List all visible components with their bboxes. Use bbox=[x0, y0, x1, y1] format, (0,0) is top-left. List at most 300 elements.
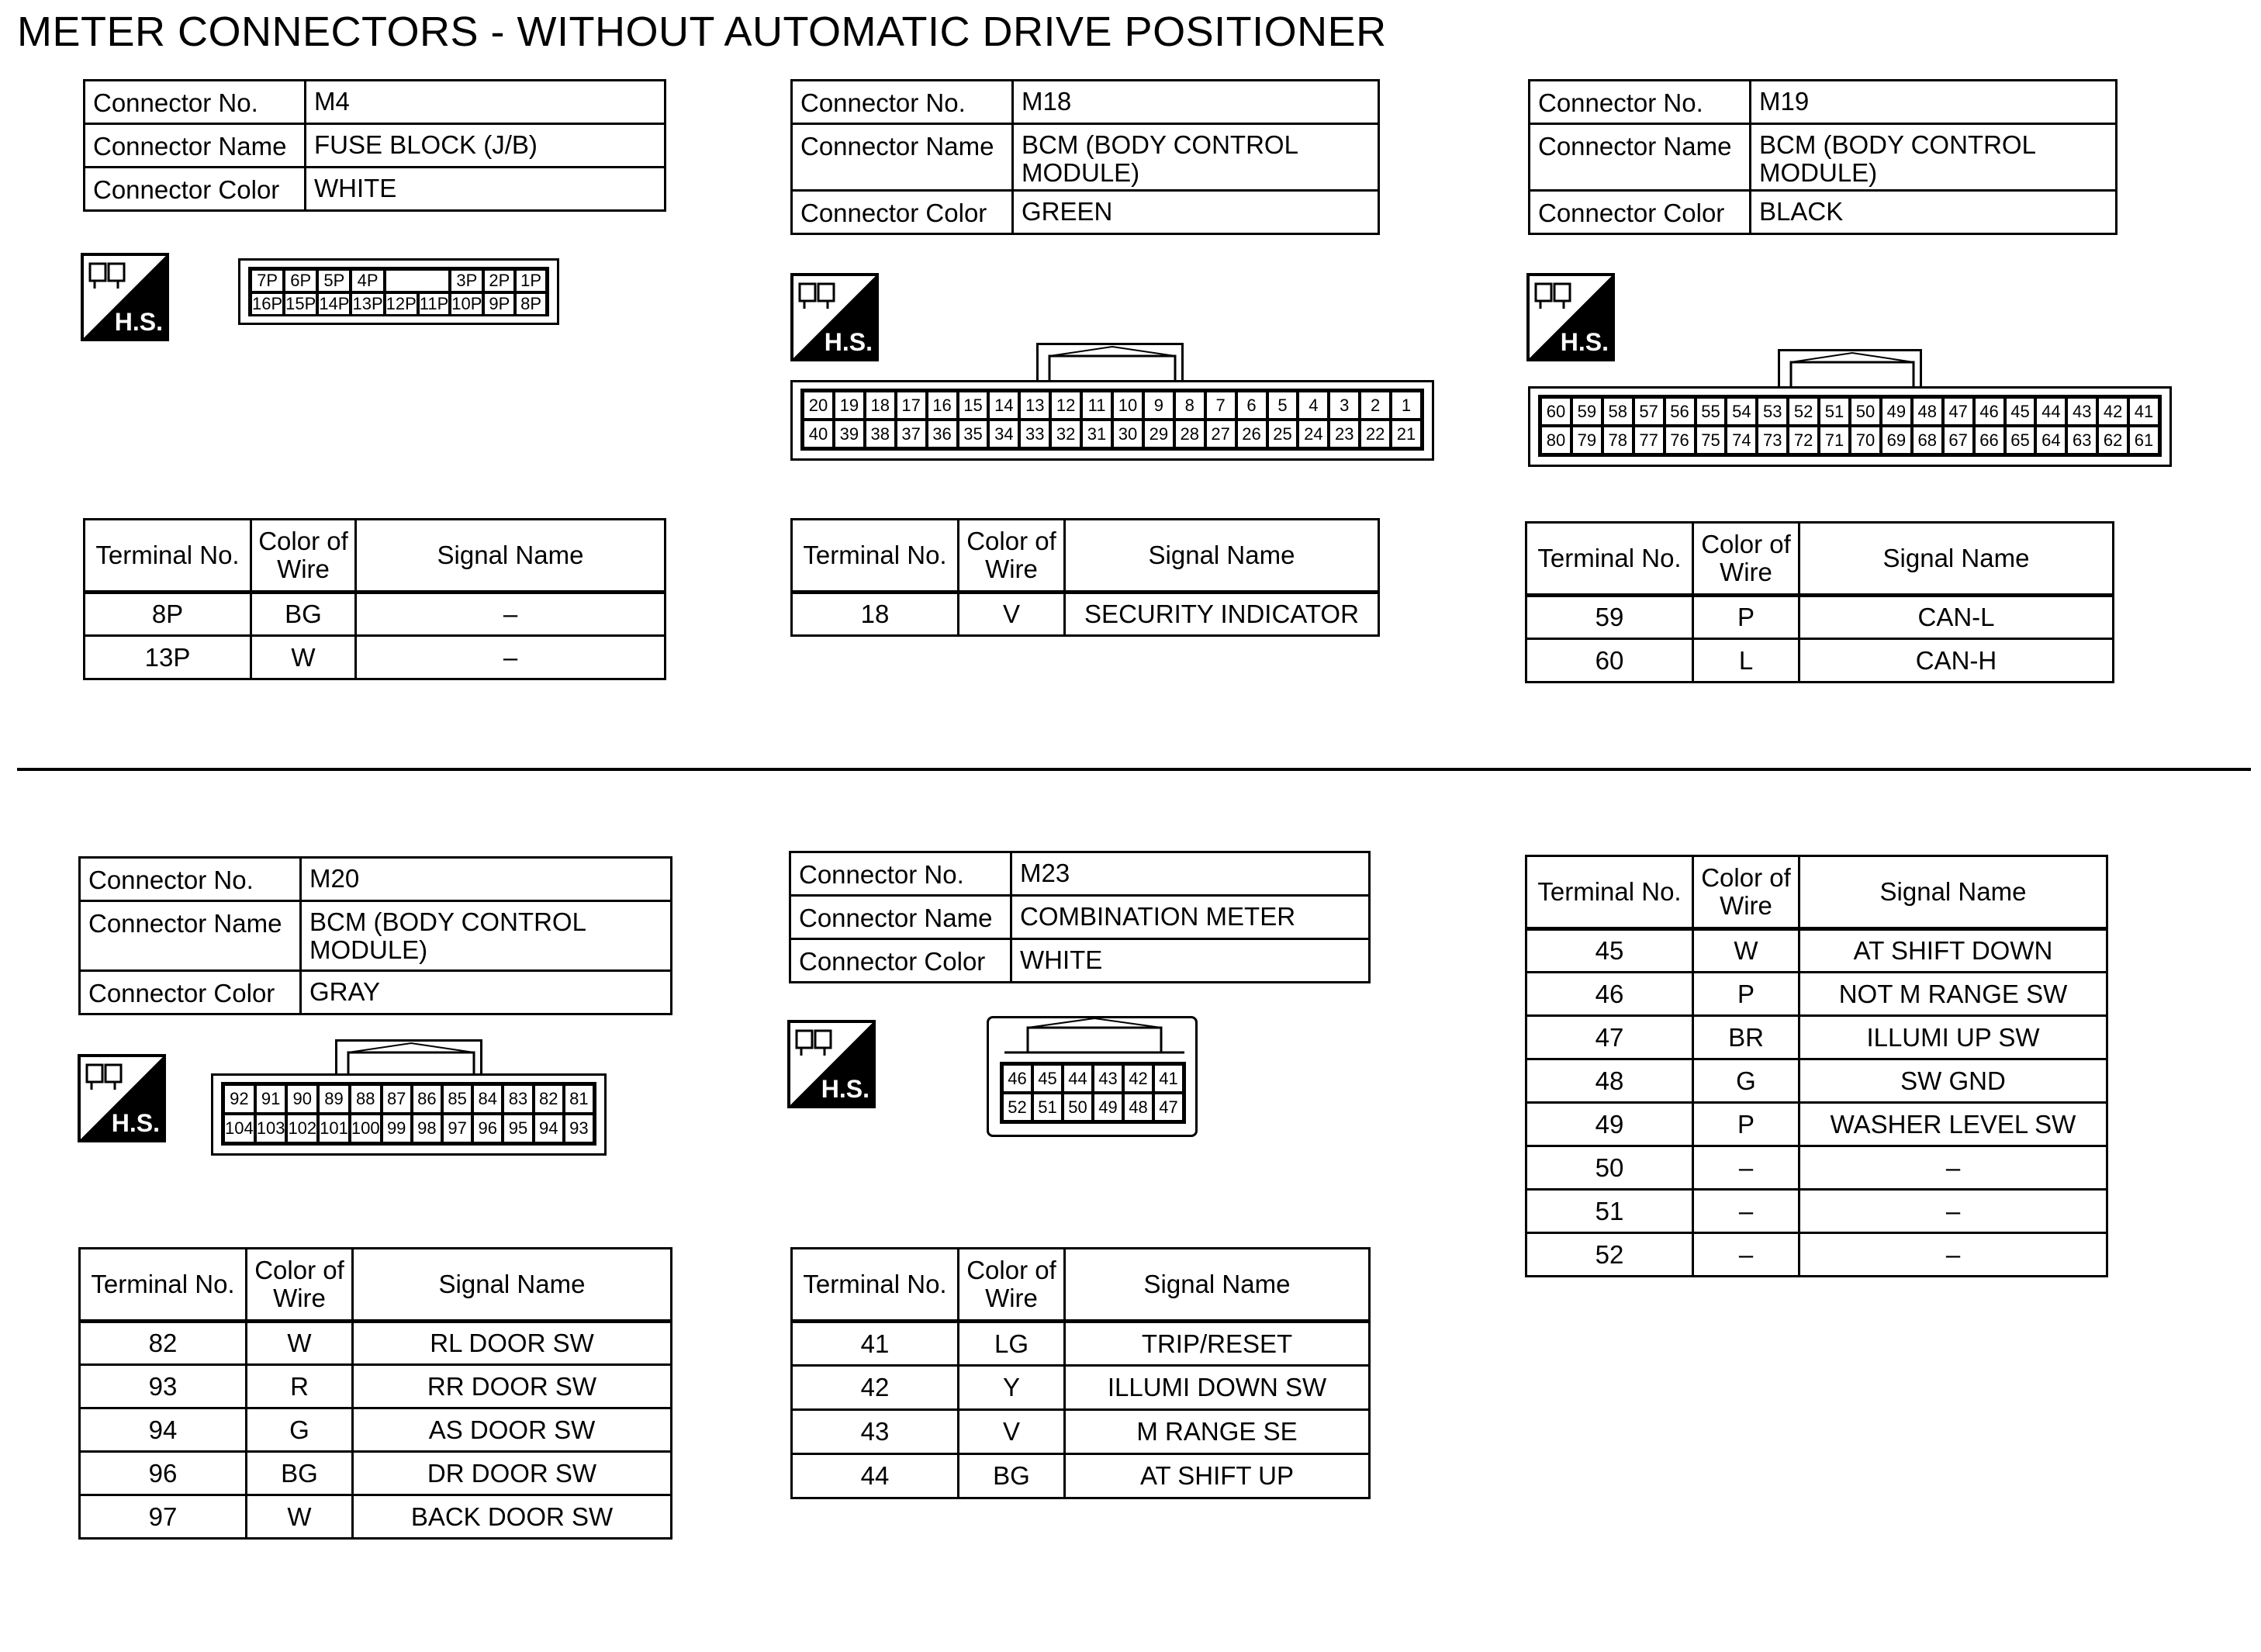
connector-pin: 22 bbox=[1360, 420, 1391, 448]
terminal-cell: 45 bbox=[1526, 929, 1693, 973]
connector-pin: 17 bbox=[896, 391, 927, 420]
connector-pin: 41 bbox=[1153, 1064, 1184, 1093]
connector-no-value: M4 bbox=[306, 81, 666, 124]
signal-name-cell: NOT M RANGE SW bbox=[1799, 973, 2107, 1016]
connector-info-m23 bbox=[789, 851, 1371, 983]
wire-color-cell: W bbox=[247, 1495, 353, 1539]
terminal-cell: 60 bbox=[1526, 639, 1693, 683]
connector-pin: 25 bbox=[1267, 420, 1298, 448]
signal-name-cell: CAN-L bbox=[1799, 596, 2114, 639]
pin-grid bbox=[800, 389, 1424, 451]
connector-pin: 51 bbox=[1032, 1093, 1063, 1121]
connector-pin: 45 bbox=[1032, 1064, 1063, 1093]
connector-pin: 5P bbox=[317, 269, 351, 292]
connector-pin: 100 bbox=[350, 1114, 382, 1143]
wire-color-cell: V bbox=[959, 1410, 1065, 1454]
connector-pin: 72 bbox=[1788, 426, 1819, 454]
terminal-cell: 59 bbox=[1526, 596, 1693, 639]
harness-side-icon bbox=[790, 273, 879, 361]
connector-pin: 65 bbox=[2005, 426, 2036, 454]
terminal-cell: 93 bbox=[80, 1365, 247, 1408]
harness-side-icon bbox=[1526, 273, 1615, 361]
connector-pin: 41 bbox=[2128, 397, 2159, 426]
connector-pin: 3P bbox=[450, 269, 483, 292]
connector-pin: 23 bbox=[1329, 420, 1360, 448]
pin-grid bbox=[248, 267, 549, 316]
connector-pin: 1P bbox=[515, 269, 547, 292]
signal-name-cell: SECURITY INDICATOR bbox=[1065, 593, 1379, 636]
connector-pin: 92 bbox=[223, 1084, 255, 1114]
connector-pin: 101 bbox=[318, 1114, 350, 1143]
connector-pin: 75 bbox=[1696, 426, 1727, 454]
signal-name-cell: – bbox=[1799, 1146, 2107, 1190]
wire-color-cell: – bbox=[1693, 1233, 1799, 1277]
connector-color-value: BLACK bbox=[1751, 191, 2117, 234]
connector-pin: 31 bbox=[1081, 420, 1112, 448]
connector-pin: 97 bbox=[442, 1114, 472, 1143]
connector-pin: 53 bbox=[1757, 397, 1788, 426]
connector-pin: 47 bbox=[1153, 1093, 1184, 1121]
connector-pin: 55 bbox=[1696, 397, 1727, 426]
terminal-cell: 97 bbox=[80, 1495, 247, 1539]
connector-pin: 94 bbox=[534, 1114, 564, 1143]
connector-pin: 59 bbox=[1571, 397, 1602, 426]
connector-pin: 12P bbox=[385, 292, 418, 316]
connector-pin: 36 bbox=[927, 420, 958, 448]
harness-side-icon bbox=[81, 253, 169, 341]
label: Connector Name bbox=[1530, 124, 1751, 191]
connector-pin: 46 bbox=[1002, 1064, 1032, 1093]
table-row bbox=[1526, 1146, 2107, 1190]
table-row bbox=[85, 593, 666, 636]
table-row bbox=[792, 593, 1379, 636]
terminal-cell: 52 bbox=[1526, 1233, 1693, 1277]
signal-name-cell: M RANGE SE bbox=[1065, 1410, 1370, 1454]
connector-pin: 50 bbox=[1063, 1093, 1093, 1121]
header-signal: Signal Name bbox=[1065, 520, 1379, 593]
connector-pin: 76 bbox=[1665, 426, 1696, 454]
wire-color-cell: BG bbox=[251, 593, 356, 636]
header-terminal: Terminal No. bbox=[792, 1249, 959, 1322]
table-row bbox=[1526, 639, 2114, 683]
connector-pin: 32 bbox=[1050, 420, 1081, 448]
table-row bbox=[1526, 973, 2107, 1016]
label: Connector No. bbox=[790, 852, 1011, 896]
connector-pin: 73 bbox=[1757, 426, 1788, 454]
connector-pin: 56 bbox=[1665, 397, 1696, 426]
signal-table-m23 bbox=[790, 1247, 1371, 1499]
wire-color-cell: P bbox=[1693, 1103, 1799, 1146]
label: Connector No. bbox=[80, 858, 301, 901]
connector-pin: 89 bbox=[318, 1084, 350, 1114]
terminal-cell: 43 bbox=[792, 1410, 959, 1454]
connector-pin: 54 bbox=[1726, 397, 1757, 426]
signal-table-m18 bbox=[790, 518, 1380, 637]
label: Connector Name bbox=[85, 124, 306, 168]
signal-name-cell: ILLUMI UP SW bbox=[1799, 1016, 2107, 1059]
connector-pin: 1 bbox=[1391, 391, 1422, 420]
connector-pin: 4P bbox=[351, 269, 384, 292]
connector-color-value: GRAY bbox=[301, 971, 672, 1014]
label: Connector Color bbox=[85, 168, 306, 211]
signal-name-cell: – bbox=[356, 636, 666, 679]
table-row bbox=[792, 1410, 1370, 1454]
label: Connector Name bbox=[792, 124, 1013, 191]
wire-color-cell: BR bbox=[1693, 1016, 1799, 1059]
wire-color-cell: BG bbox=[959, 1454, 1065, 1498]
connector-pin: 69 bbox=[1881, 426, 1912, 454]
table-row bbox=[80, 1452, 672, 1495]
connector-pin: 37 bbox=[896, 420, 927, 448]
connector-name-value: BCM (BODY CONTROL MODULE) bbox=[1013, 124, 1379, 191]
connector-pin: 45 bbox=[2005, 397, 2036, 426]
signal-table-m19 bbox=[1525, 521, 2114, 683]
header-terminal: Terminal No. bbox=[80, 1249, 247, 1322]
connector-pin: 62 bbox=[2097, 426, 2128, 454]
connector-pin: 19 bbox=[834, 391, 865, 420]
connector-pin: 80 bbox=[1540, 426, 1571, 454]
section-divider bbox=[17, 768, 2251, 771]
connector-pin: 39 bbox=[834, 420, 865, 448]
connector-pin: 78 bbox=[1602, 426, 1634, 454]
connector-pin: 8P bbox=[515, 292, 547, 316]
terminal-cell: 96 bbox=[80, 1452, 247, 1495]
connector-no-value: M23 bbox=[1011, 852, 1370, 896]
connector-pin: 21 bbox=[1391, 420, 1422, 448]
connector-pin: 61 bbox=[2128, 426, 2159, 454]
connector-pin: 44 bbox=[1063, 1064, 1093, 1093]
header-wire: Color of Wire bbox=[959, 520, 1065, 593]
connector-pin: 10 bbox=[1112, 391, 1143, 420]
connector-color-value: WHITE bbox=[1011, 939, 1370, 983]
table-row bbox=[792, 1454, 1370, 1498]
harness-side-icon bbox=[78, 1054, 166, 1142]
connector-latch bbox=[1036, 343, 1184, 382]
connector-pin: 6P bbox=[284, 269, 317, 292]
hs-label: H.S. bbox=[114, 308, 163, 336]
connector-info-m18 bbox=[790, 79, 1380, 235]
connector-latch bbox=[1778, 349, 1922, 388]
hs-label: H.S. bbox=[111, 1109, 160, 1137]
signal-name-cell: AT SHIFT DOWN bbox=[1799, 929, 2107, 973]
connector-pin: 18 bbox=[865, 391, 896, 420]
connector-pin: 71 bbox=[1819, 426, 1850, 454]
connector-pin: 3 bbox=[1329, 391, 1360, 420]
terminal-cell: 8P bbox=[85, 593, 251, 636]
connector-face-m20 bbox=[211, 1073, 607, 1156]
pin-grid bbox=[1000, 1062, 1186, 1124]
pin-grid bbox=[1538, 395, 2162, 457]
connector-pin: 14P bbox=[317, 292, 351, 316]
connector-pin: 2P bbox=[483, 269, 515, 292]
label: Connector Name bbox=[790, 896, 1011, 939]
header-terminal: Terminal No. bbox=[792, 520, 959, 593]
header-signal: Signal Name bbox=[353, 1249, 672, 1322]
label: Connector Color bbox=[790, 939, 1011, 983]
connector-pin: 42 bbox=[1123, 1064, 1153, 1093]
terminal-cell: 94 bbox=[80, 1408, 247, 1452]
wire-color-cell: LG bbox=[959, 1322, 1065, 1366]
table-row bbox=[1526, 1016, 2107, 1059]
signal-name-cell: SW GND bbox=[1799, 1059, 2107, 1103]
signal-name-cell: – bbox=[1799, 1190, 2107, 1233]
terminal-cell: 50 bbox=[1526, 1146, 1693, 1190]
signal-name-cell: TRIP/RESET bbox=[1065, 1322, 1370, 1366]
connector-pin: 11 bbox=[1081, 391, 1112, 420]
wire-color-cell: BG bbox=[247, 1452, 353, 1495]
connector-pin: 43 bbox=[2066, 397, 2097, 426]
table-row bbox=[80, 1495, 672, 1539]
connector-pin: 43 bbox=[1093, 1064, 1123, 1093]
connector-color-value: GREEN bbox=[1013, 191, 1379, 234]
signal-name-cell: DR DOOR SW bbox=[353, 1452, 672, 1495]
label: Connector Color bbox=[1530, 191, 1751, 234]
connector-color-value: WHITE bbox=[306, 168, 666, 211]
table-row bbox=[1526, 1233, 2107, 1277]
connector-pin: 8 bbox=[1174, 391, 1205, 420]
connector-pin: 58 bbox=[1602, 397, 1634, 426]
wire-color-cell: Y bbox=[959, 1366, 1065, 1410]
header-signal: Signal Name bbox=[1799, 856, 2107, 929]
connector-pin: 38 bbox=[865, 420, 896, 448]
connector-pin: 4 bbox=[1298, 391, 1329, 420]
connector-pin: 64 bbox=[2035, 426, 2066, 454]
connector-pin: 50 bbox=[1850, 397, 1881, 426]
connector-pin: 6 bbox=[1236, 391, 1267, 420]
connector-pin: 84 bbox=[472, 1084, 503, 1114]
hs-label: H.S. bbox=[821, 1075, 869, 1103]
connector-pin: 52 bbox=[1788, 397, 1819, 426]
connector-pin: 102 bbox=[286, 1114, 318, 1143]
connector-pin: 24 bbox=[1298, 420, 1329, 448]
signal-name-cell: WASHER LEVEL SW bbox=[1799, 1103, 2107, 1146]
header-wire: Color of Wire bbox=[959, 1249, 1065, 1322]
connector-pin: 34 bbox=[988, 420, 1019, 448]
terminal-cell: 46 bbox=[1526, 973, 1693, 1016]
terminal-cell: 49 bbox=[1526, 1103, 1693, 1146]
connector-name-value: COMBINATION METER bbox=[1011, 896, 1370, 939]
signal-name-cell: AT SHIFT UP bbox=[1065, 1454, 1370, 1498]
connector-pin: 60 bbox=[1540, 397, 1571, 426]
connector-pin: 82 bbox=[534, 1084, 564, 1114]
connector-pin: 35 bbox=[958, 420, 989, 448]
label: Connector No. bbox=[1530, 81, 1751, 124]
connector-pin: 83 bbox=[503, 1084, 533, 1114]
connector-pin: 12 bbox=[1050, 391, 1081, 420]
connector-pin: 99 bbox=[382, 1114, 412, 1143]
connector-pin: 85 bbox=[442, 1084, 472, 1114]
connector-pin: 77 bbox=[1634, 426, 1665, 454]
connector-pin: 48 bbox=[1123, 1093, 1153, 1121]
signal-name-cell: BACK DOOR SW bbox=[353, 1495, 672, 1539]
connector-pin: 104 bbox=[223, 1114, 255, 1143]
connector-info-m4 bbox=[83, 79, 666, 212]
connector-pin: 44 bbox=[2035, 397, 2066, 426]
connector-face-m19 bbox=[1528, 386, 2172, 467]
connector-pin: 46 bbox=[1974, 397, 2005, 426]
wire-color-cell: G bbox=[1693, 1059, 1799, 1103]
header-signal: Signal Name bbox=[1065, 1249, 1370, 1322]
connector-pin: 16 bbox=[927, 391, 958, 420]
label: Connector No. bbox=[792, 81, 1013, 124]
header-signal: Signal Name bbox=[1799, 523, 2114, 596]
connector-pin: 11P bbox=[418, 292, 451, 316]
connector-pin: 14 bbox=[988, 391, 1019, 420]
signal-name-cell: RR DOOR SW bbox=[353, 1365, 672, 1408]
signal-name-cell: CAN-H bbox=[1799, 639, 2114, 683]
connector-pin: 57 bbox=[1634, 397, 1665, 426]
connector-pin: 2 bbox=[1360, 391, 1391, 420]
table-row bbox=[792, 1366, 1370, 1410]
connector-pin: 15P bbox=[284, 292, 317, 316]
connector-pin: 96 bbox=[472, 1114, 503, 1143]
connector-pin: 40 bbox=[803, 420, 834, 448]
connector-pin: 20 bbox=[803, 391, 834, 420]
terminal-cell: 44 bbox=[792, 1454, 959, 1498]
connector-pin: 66 bbox=[1974, 426, 2005, 454]
connector-no-value: M18 bbox=[1013, 81, 1379, 124]
connector-name-value: BCM (BODY CONTROL MODULE) bbox=[301, 901, 672, 971]
connector-pin: 10P bbox=[450, 292, 483, 316]
table-row bbox=[1526, 929, 2107, 973]
signal-table-m4 bbox=[83, 518, 666, 680]
wire-color-cell: W bbox=[1693, 929, 1799, 973]
connector-pin: 70 bbox=[1850, 426, 1881, 454]
connector-pin: 91 bbox=[255, 1084, 287, 1114]
header-wire: Color of Wire bbox=[251, 520, 356, 593]
connector-pin: 30 bbox=[1112, 420, 1143, 448]
connector-pin: 49 bbox=[1093, 1093, 1123, 1121]
connector-pin: 9P bbox=[483, 292, 515, 316]
connector-pin: 47 bbox=[1943, 397, 1974, 426]
signal-name-cell: – bbox=[356, 593, 666, 636]
connector-pin: 52 bbox=[1002, 1093, 1032, 1121]
connector-latch bbox=[335, 1039, 482, 1075]
table-row bbox=[80, 1322, 672, 1365]
table-row bbox=[1526, 1059, 2107, 1103]
connector-no-value: M20 bbox=[301, 858, 672, 901]
connector-pin: 7P bbox=[251, 269, 284, 292]
connector-pin: 42 bbox=[2097, 397, 2128, 426]
label: Connector Name bbox=[80, 901, 301, 971]
pin-grid bbox=[221, 1082, 596, 1146]
signal-table-m23-continued bbox=[1525, 855, 2108, 1277]
connector-pin: 48 bbox=[1912, 397, 1943, 426]
wire-color-cell: P bbox=[1693, 596, 1799, 639]
wire-color-cell: L bbox=[1693, 639, 1799, 683]
connector-no-value: M19 bbox=[1751, 81, 2117, 124]
connector-pin: 16P bbox=[251, 292, 284, 316]
connector-pin bbox=[385, 269, 451, 292]
connector-pin: 7 bbox=[1205, 391, 1236, 420]
label: Connector Color bbox=[80, 971, 301, 1014]
connector-pin: 13P bbox=[351, 292, 384, 316]
header-wire: Color of Wire bbox=[1693, 856, 1799, 929]
connector-pin: 87 bbox=[382, 1084, 412, 1114]
connector-pin: 68 bbox=[1912, 426, 1943, 454]
header-terminal: Terminal No. bbox=[1526, 856, 1693, 929]
page-title: METER CONNECTORS - WITHOUT AUTOMATIC DRIVE POSITIONER bbox=[17, 9, 1387, 55]
signal-name-cell: – bbox=[1799, 1233, 2107, 1277]
connector-name-value: FUSE BLOCK (J/B) bbox=[306, 124, 666, 168]
connector-pin: 51 bbox=[1819, 397, 1850, 426]
header-wire: Color of Wire bbox=[1693, 523, 1799, 596]
connector-face-m4 bbox=[238, 258, 559, 325]
table-row bbox=[1526, 596, 2114, 639]
connector-pin: 67 bbox=[1943, 426, 1974, 454]
terminal-cell: 42 bbox=[792, 1366, 959, 1410]
header-terminal: Terminal No. bbox=[1526, 523, 1693, 596]
connector-pin: 28 bbox=[1174, 420, 1205, 448]
terminal-cell: 47 bbox=[1526, 1016, 1693, 1059]
connector-pin: 27 bbox=[1205, 420, 1236, 448]
header-signal: Signal Name bbox=[356, 520, 666, 593]
connector-pin: 5 bbox=[1267, 391, 1298, 420]
connector-pin: 9 bbox=[1143, 391, 1174, 420]
connector-pin: 33 bbox=[1019, 420, 1050, 448]
wire-color-cell: P bbox=[1693, 973, 1799, 1016]
connector-pin: 98 bbox=[412, 1114, 442, 1143]
terminal-cell: 41 bbox=[792, 1322, 959, 1366]
connector-info-m20 bbox=[78, 856, 672, 1015]
table-row bbox=[85, 636, 666, 679]
connector-pin: 79 bbox=[1571, 426, 1602, 454]
connector-pin: 103 bbox=[255, 1114, 287, 1143]
terminal-cell: 48 bbox=[1526, 1059, 1693, 1103]
signal-table-m20 bbox=[78, 1247, 672, 1540]
connector-face-m18 bbox=[790, 380, 1434, 461]
connector-pin: 15 bbox=[958, 391, 989, 420]
label: Connector No. bbox=[85, 81, 306, 124]
connector-pin: 63 bbox=[2066, 426, 2097, 454]
connector-pin: 13 bbox=[1019, 391, 1050, 420]
connector-name-value: BCM (BODY CONTROL MODULE) bbox=[1751, 124, 2117, 191]
wire-color-cell: G bbox=[247, 1408, 353, 1452]
wire-color-cell: V bbox=[959, 593, 1065, 636]
wire-color-cell: W bbox=[247, 1322, 353, 1365]
table-row bbox=[80, 1408, 672, 1452]
connector-pin: 93 bbox=[564, 1114, 594, 1143]
connector-pin: 29 bbox=[1143, 420, 1174, 448]
table-row bbox=[792, 1322, 1370, 1366]
harness-side-icon bbox=[787, 1020, 876, 1108]
connector-pin: 81 bbox=[564, 1084, 594, 1114]
hs-label: H.S. bbox=[824, 328, 873, 356]
terminal-cell: 51 bbox=[1526, 1190, 1693, 1233]
connector-pin: 86 bbox=[412, 1084, 442, 1114]
connector-face-m23 bbox=[987, 1016, 1198, 1137]
wire-color-cell: – bbox=[1693, 1146, 1799, 1190]
terminal-cell: 82 bbox=[80, 1322, 247, 1365]
terminal-cell: 13P bbox=[85, 636, 251, 679]
wire-color-cell: R bbox=[247, 1365, 353, 1408]
connector-pin: 95 bbox=[503, 1114, 533, 1143]
table-row bbox=[1526, 1190, 2107, 1233]
signal-name-cell: RL DOOR SW bbox=[353, 1322, 672, 1365]
table-row bbox=[1526, 1103, 2107, 1146]
wire-color-cell: W bbox=[251, 636, 356, 679]
label: Connector Color bbox=[792, 191, 1013, 234]
signal-name-cell: AS DOOR SW bbox=[353, 1408, 672, 1452]
connector-pin: 88 bbox=[350, 1084, 382, 1114]
table-row bbox=[80, 1365, 672, 1408]
connector-pin: 90 bbox=[286, 1084, 318, 1114]
header-wire: Color of Wire bbox=[247, 1249, 353, 1322]
header-terminal: Terminal No. bbox=[85, 520, 251, 593]
terminal-cell: 18 bbox=[792, 593, 959, 636]
wire-color-cell: – bbox=[1693, 1190, 1799, 1233]
hs-label: H.S. bbox=[1560, 328, 1609, 356]
